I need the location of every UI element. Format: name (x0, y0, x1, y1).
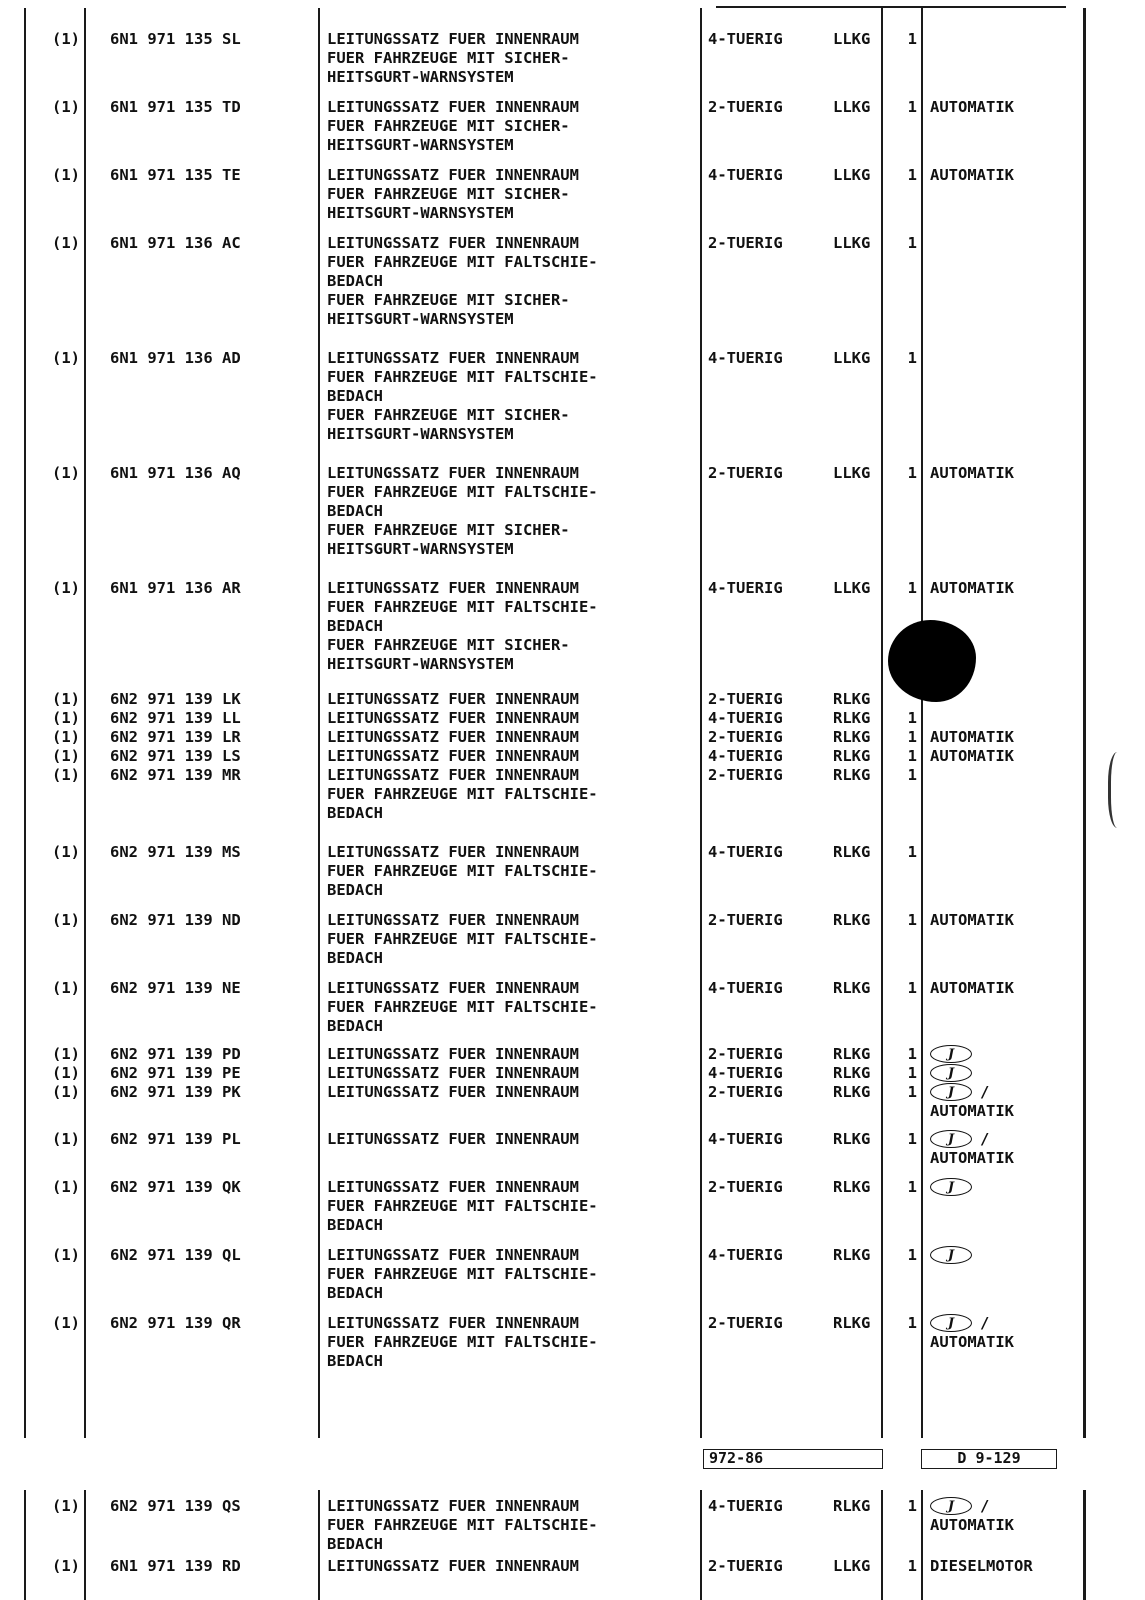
quantity: 1 (907, 166, 917, 184)
remark-line: AUTOMATIK (930, 1516, 1014, 1534)
description-line: LEITUNGSSATZ FUER INNENRAUM (327, 1083, 579, 1101)
description-line: LEITUNGSSATZ FUER INNENRAUM (327, 1045, 579, 1063)
remark-separator: / (980, 1083, 990, 1101)
description-line: LEITUNGSSATZ FUER INNENRAUM (327, 690, 579, 708)
drive-side: LLKG (833, 166, 871, 184)
description-line: FUER FAHRZEUGE MIT SICHER- (327, 521, 570, 539)
parts-row (0, 1246, 1145, 1303)
parts-row (0, 1178, 1145, 1235)
part-number: 6N2 971 139 LS (110, 747, 241, 765)
remark (930, 1497, 1014, 1535)
door-variant: 4-TUERIG (708, 349, 783, 367)
part-number: 6N2 971 139 LR (110, 728, 241, 746)
parts-row (0, 349, 1145, 444)
parts-row (0, 1045, 1145, 1064)
reference-number: (1) (52, 98, 80, 116)
code-j-symbol: J (930, 1045, 972, 1063)
remark-line (930, 1083, 1014, 1102)
remark (930, 747, 1014, 766)
drive-side: RLKG (833, 1083, 871, 1101)
description-line: LEITUNGSSATZ FUER INNENRAUM (327, 709, 579, 727)
quantity: 1 (907, 1246, 917, 1264)
description-line: FUER FAHRZEUGE MIT SICHER- (327, 185, 570, 203)
reference-number: (1) (52, 349, 80, 367)
parts-row (0, 30, 1145, 87)
reference-number: (1) (52, 579, 80, 597)
part-number: 6N1 971 136 AR (110, 579, 241, 597)
remark-line: AUTOMATIK (930, 464, 1014, 482)
part-number: 6N2 971 139 PE (110, 1064, 241, 1082)
ink-blot (888, 620, 976, 702)
door-variant: 4-TUERIG (708, 1246, 783, 1264)
parts-row (0, 843, 1145, 900)
drive-side: LLKG (833, 30, 871, 48)
description-line: BEDACH (327, 881, 383, 899)
part-description (327, 747, 579, 766)
parts-row (0, 1130, 1145, 1167)
reference-number: (1) (52, 843, 80, 861)
description-line: LEITUNGSSATZ FUER INNENRAUM (327, 766, 579, 784)
part-number: 6N1 971 136 AQ (110, 464, 241, 482)
drive-side: LLKG (833, 579, 871, 597)
part-description (327, 579, 598, 674)
remark-line (930, 1045, 972, 1064)
drive-side: RLKG (833, 979, 871, 997)
remark-line: AUTOMATIK (930, 1149, 1014, 1167)
remark-line (930, 1130, 1014, 1149)
part-description (327, 349, 598, 444)
description-line: HEITSGURT-WARNSYSTEM (327, 540, 514, 558)
description-line: FUER FAHRZEUGE MIT FALTSCHIE- (327, 368, 598, 386)
description-line: LEITUNGSSATZ FUER INNENRAUM (327, 234, 579, 252)
quantity: 1 (907, 728, 917, 746)
parts-row (0, 234, 1145, 329)
remark-line: AUTOMATIK (930, 747, 1014, 765)
part-number: 6N2 971 139 LL (110, 709, 241, 727)
description-line: FUER FAHRZEUGE MIT SICHER- (327, 49, 570, 67)
description-line: LEITUNGSSATZ FUER INNENRAUM (327, 166, 579, 184)
part-number: 6N2 971 139 PK (110, 1083, 241, 1101)
part-description (327, 1083, 579, 1102)
part-description (327, 690, 579, 709)
door-variant: 2-TUERIG (708, 911, 783, 929)
reference-number: (1) (52, 709, 80, 727)
description-line: FUER FAHRZEUGE MIT SICHER- (327, 291, 570, 309)
description-line: BEDACH (327, 949, 383, 967)
quantity: 1 (907, 1497, 917, 1515)
description-line: HEITSGURT-WARNSYSTEM (327, 310, 514, 328)
quantity: 1 (907, 349, 917, 367)
description-line: FUER FAHRZEUGE MIT FALTSCHIE- (327, 1333, 598, 1351)
quantity: 1 (907, 464, 917, 482)
code-j-symbol: J (930, 1497, 972, 1515)
reference-number: (1) (52, 1314, 80, 1332)
description-line: BEDACH (327, 387, 383, 405)
drive-side: RLKG (833, 1178, 871, 1196)
drive-side: RLKG (833, 1130, 871, 1148)
door-variant: 4-TUERIG (708, 1130, 783, 1148)
quantity: 1 (907, 1064, 917, 1082)
parts-row (0, 1314, 1145, 1371)
drive-side: RLKG (833, 728, 871, 746)
drive-side: RLKG (833, 747, 871, 765)
drive-side: RLKG (833, 1497, 871, 1515)
remark-line: AUTOMATIK (930, 166, 1014, 184)
remark-separator: / (980, 1314, 990, 1332)
parts-row (0, 709, 1145, 728)
reference-number: (1) (52, 747, 80, 765)
description-line: LEITUNGSSATZ FUER INNENRAUM (327, 1178, 579, 1196)
door-variant: 2-TUERIG (708, 766, 783, 784)
description-line: LEITUNGSSATZ FUER INNENRAUM (327, 464, 579, 482)
door-variant: 4-TUERIG (708, 747, 783, 765)
quantity: 1 (907, 579, 917, 597)
part-description (327, 1557, 579, 1576)
description-line: BEDACH (327, 1216, 383, 1234)
parts-row (0, 766, 1145, 823)
remark (930, 579, 1014, 598)
reference-number: (1) (52, 911, 80, 929)
part-number: 6N1 971 136 AD (110, 349, 241, 367)
parts-row (0, 728, 1145, 747)
part-description (327, 843, 598, 900)
description-line: FUER FAHRZEUGE MIT FALTSCHIE- (327, 598, 598, 616)
reference-number: (1) (52, 766, 80, 784)
reference-number: (1) (52, 464, 80, 482)
edition-number: 972-86 (709, 1449, 764, 1467)
description-line: LEITUNGSSATZ FUER INNENRAUM (327, 1130, 579, 1148)
page-number: D 9-129 (957, 1449, 1021, 1467)
remark-line: AUTOMATIK (930, 579, 1014, 597)
drive-side: RLKG (833, 843, 871, 861)
drive-side: LLKG (833, 1557, 871, 1575)
description-line: FUER FAHRZEUGE MIT FALTSCHIE- (327, 1265, 598, 1283)
code-j-symbol: J (930, 1314, 972, 1332)
description-line: BEDACH (327, 1535, 383, 1553)
description-line: LEITUNGSSATZ FUER INNENRAUM (327, 911, 579, 929)
door-variant: 2-TUERIG (708, 1045, 783, 1063)
remark-line: AUTOMATIK (930, 911, 1014, 929)
parts-row (0, 166, 1145, 223)
remark (930, 98, 1014, 117)
quantity: 1 (907, 1083, 917, 1101)
door-variant: 4-TUERIG (708, 843, 783, 861)
reference-number: (1) (52, 1497, 80, 1515)
description-line: BEDACH (327, 502, 383, 520)
part-number: 6N2 971 139 QK (110, 1178, 241, 1196)
page-number-box (921, 1449, 1057, 1469)
part-number: 6N1 971 139 RD (110, 1557, 241, 1575)
description-line: HEITSGURT-WARNSYSTEM (327, 136, 514, 154)
description-line: LEITUNGSSATZ FUER INNENRAUM (327, 1064, 579, 1082)
parts-row (0, 911, 1145, 968)
remark-line (930, 1178, 972, 1197)
description-line: HEITSGURT-WARNSYSTEM (327, 425, 514, 443)
remark-line: AUTOMATIK (930, 1102, 1014, 1120)
code-j-symbol: J (930, 1130, 972, 1148)
part-number: 6N1 971 136 AC (110, 234, 241, 252)
door-variant: 4-TUERIG (708, 979, 783, 997)
part-description (327, 234, 598, 329)
reference-number: (1) (52, 1178, 80, 1196)
code-j-symbol: J (930, 1246, 972, 1264)
parts-row (0, 1497, 1145, 1554)
parts-row (0, 1064, 1145, 1083)
part-description (327, 1045, 579, 1064)
description-line: HEITSGURT-WARNSYSTEM (327, 68, 514, 86)
drive-side: LLKG (833, 349, 871, 367)
remark-line: DIESELMOTOR (930, 1557, 1033, 1575)
part-description (327, 979, 598, 1036)
description-line: LEITUNGSSATZ FUER INNENRAUM (327, 1497, 579, 1515)
drive-side: RLKG (833, 690, 871, 708)
remark-line (930, 1064, 972, 1083)
door-variant: 2-TUERIG (708, 464, 783, 482)
description-line: FUER FAHRZEUGE MIT FALTSCHIE- (327, 785, 598, 803)
door-variant: 2-TUERIG (708, 1314, 783, 1332)
remark-line: AUTOMATIK (930, 98, 1014, 116)
description-line: BEDACH (327, 1284, 383, 1302)
part-description (327, 1178, 598, 1235)
description-line: LEITUNGSSATZ FUER INNENRAUM (327, 349, 579, 367)
reference-number: (1) (52, 1064, 80, 1082)
description-line: LEITUNGSSATZ FUER INNENRAUM (327, 843, 579, 861)
door-variant: 4-TUERIG (708, 166, 783, 184)
remark (930, 166, 1014, 185)
door-variant: 4-TUERIG (708, 709, 783, 727)
door-variant: 4-TUERIG (708, 579, 783, 597)
parts-row (0, 747, 1145, 766)
door-variant: 2-TUERIG (708, 728, 783, 746)
description-line: BEDACH (327, 1017, 383, 1035)
remark (930, 1045, 972, 1064)
description-line: BEDACH (327, 804, 383, 822)
description-line: FUER FAHRZEUGE MIT SICHER- (327, 636, 570, 654)
part-number: 6N2 971 139 QR (110, 1314, 241, 1332)
code-j-symbol: J (930, 1178, 972, 1196)
part-number: 6N2 971 139 ND (110, 911, 241, 929)
part-number: 6N2 971 139 PD (110, 1045, 241, 1063)
drive-side: RLKG (833, 766, 871, 784)
parts-row (0, 1083, 1145, 1120)
remark (930, 1557, 1033, 1576)
description-line: LEITUNGSSATZ FUER INNENRAUM (327, 979, 579, 997)
quantity: 1 (907, 911, 917, 929)
remark-line: AUTOMATIK (930, 728, 1014, 746)
reference-number: (1) (52, 728, 80, 746)
description-line: FUER FAHRZEUGE MIT FALTSCHIE- (327, 483, 598, 501)
rule-top (716, 6, 1066, 8)
reference-number: (1) (52, 234, 80, 252)
description-line: FUER FAHRZEUGE MIT FALTSCHIE- (327, 862, 598, 880)
drive-side: LLKG (833, 98, 871, 116)
remark (930, 464, 1014, 483)
remark-line: AUTOMATIK (930, 979, 1014, 997)
part-number: 6N2 971 139 QS (110, 1497, 241, 1515)
quantity: 1 (907, 98, 917, 116)
description-line: LEITUNGSSATZ FUER INNENRAUM (327, 579, 579, 597)
remark-line: AUTOMATIK (930, 1333, 1014, 1351)
door-variant: 4-TUERIG (708, 1064, 783, 1082)
description-line: HEITSGURT-WARNSYSTEM (327, 655, 514, 673)
door-variant: 2-TUERIG (708, 98, 783, 116)
door-variant: 2-TUERIG (708, 1083, 783, 1101)
quantity: 1 (907, 1557, 917, 1575)
remark-separator: / (980, 1130, 990, 1148)
remark (930, 979, 1014, 998)
remark (930, 728, 1014, 747)
description-line: LEITUNGSSATZ FUER INNENRAUM (327, 1557, 579, 1575)
remark (930, 1314, 1014, 1352)
part-description (327, 30, 579, 87)
part-number: 6N2 971 139 LK (110, 690, 241, 708)
code-j-symbol: J (930, 1064, 972, 1082)
remark-line (930, 1497, 1014, 1516)
description-line: LEITUNGSSATZ FUER INNENRAUM (327, 747, 579, 765)
part-number: 6N2 971 139 QL (110, 1246, 241, 1264)
description-line: FUER FAHRZEUGE MIT FALTSCHIE- (327, 930, 598, 948)
part-description (327, 1314, 598, 1371)
parts-row (0, 979, 1145, 1036)
quantity: 1 (907, 234, 917, 252)
reference-number: (1) (52, 1045, 80, 1063)
reference-number: (1) (52, 1130, 80, 1148)
parts-row (0, 98, 1145, 155)
door-variant: 2-TUERIG (708, 690, 783, 708)
description-line: BEDACH (327, 1352, 383, 1370)
reference-number: (1) (52, 690, 80, 708)
edition-box (703, 1449, 883, 1469)
description-line: HEITSGURT-WARNSYSTEM (327, 204, 514, 222)
part-description (327, 1497, 598, 1554)
remark-separator: / (980, 1497, 990, 1515)
quantity: 1 (907, 1314, 917, 1332)
remark (930, 1130, 1014, 1168)
reference-number: (1) (52, 30, 80, 48)
description-line: FUER FAHRZEUGE MIT SICHER- (327, 117, 570, 135)
reference-number: (1) (52, 1246, 80, 1264)
remark-line (930, 1246, 972, 1265)
remark (930, 1246, 972, 1265)
part-description (327, 166, 579, 223)
description-line: FUER FAHRZEUGE MIT FALTSCHIE- (327, 253, 598, 271)
description-line: BEDACH (327, 272, 383, 290)
door-variant: 2-TUERIG (708, 1557, 783, 1575)
quantity: 1 (907, 1178, 917, 1196)
description-line: FUER FAHRZEUGE MIT FALTSCHIE- (327, 998, 598, 1016)
drive-side: RLKG (833, 1314, 871, 1332)
description-line: LEITUNGSSATZ FUER INNENRAUM (327, 30, 579, 48)
drive-side: RLKG (833, 911, 871, 929)
part-number: 6N2 971 139 NE (110, 979, 241, 997)
part-description (327, 766, 598, 823)
part-number: 6N1 971 135 TD (110, 98, 241, 116)
binding-mark (1108, 752, 1131, 828)
part-description (327, 728, 579, 747)
parts-row (0, 690, 1145, 709)
remark (930, 1064, 972, 1083)
drive-side: LLKG (833, 464, 871, 482)
reference-number: (1) (52, 166, 80, 184)
description-line: LEITUNGSSATZ FUER INNENRAUM (327, 98, 579, 116)
part-number: 6N2 971 139 MS (110, 843, 241, 861)
parts-row (0, 1557, 1145, 1576)
part-description (327, 1064, 579, 1083)
drive-side: RLKG (833, 1246, 871, 1264)
reference-number: (1) (52, 979, 80, 997)
door-variant: 2-TUERIG (708, 1178, 783, 1196)
quantity: 1 (907, 709, 917, 727)
part-number: 6N2 971 139 PL (110, 1130, 241, 1148)
description-line: FUER FAHRZEUGE MIT FALTSCHIE- (327, 1197, 598, 1215)
description-line: FUER FAHRZEUGE MIT FALTSCHIE- (327, 1516, 598, 1534)
drive-side: RLKG (833, 1045, 871, 1063)
quantity: 1 (907, 1045, 917, 1063)
remark (930, 1178, 972, 1197)
quantity: 1 (907, 979, 917, 997)
part-description (327, 911, 598, 968)
parts-row (0, 464, 1145, 559)
quantity: 1 (907, 843, 917, 861)
quantity: 1 (907, 1130, 917, 1148)
reference-number: (1) (52, 1557, 80, 1575)
part-description (327, 709, 579, 728)
description-line: LEITUNGSSATZ FUER INNENRAUM (327, 1314, 579, 1332)
quantity: 1 (907, 766, 917, 784)
part-number: 6N1 971 135 SL (110, 30, 241, 48)
reference-number: (1) (52, 1083, 80, 1101)
description-line: BEDACH (327, 617, 383, 635)
drive-side: RLKG (833, 709, 871, 727)
part-description (327, 1130, 579, 1149)
door-variant: 4-TUERIG (708, 1497, 783, 1515)
remark-line (930, 1314, 1014, 1333)
description-line: FUER FAHRZEUGE MIT SICHER- (327, 406, 570, 424)
door-variant: 4-TUERIG (708, 30, 783, 48)
description-line: LEITUNGSSATZ FUER INNENRAUM (327, 1246, 579, 1264)
drive-side: LLKG (833, 234, 871, 252)
part-description (327, 98, 579, 155)
code-j-symbol: J (930, 1083, 972, 1101)
door-variant: 2-TUERIG (708, 234, 783, 252)
part-number: 6N2 971 139 MR (110, 766, 241, 784)
drive-side: RLKG (833, 1064, 871, 1082)
quantity: 1 (907, 747, 917, 765)
part-description (327, 1246, 598, 1303)
remark (930, 1083, 1014, 1121)
part-number: 6N1 971 135 TE (110, 166, 241, 184)
part-description (327, 464, 598, 559)
description-line: LEITUNGSSATZ FUER INNENRAUM (327, 728, 579, 746)
quantity: 1 (907, 30, 917, 48)
remark (930, 911, 1014, 930)
